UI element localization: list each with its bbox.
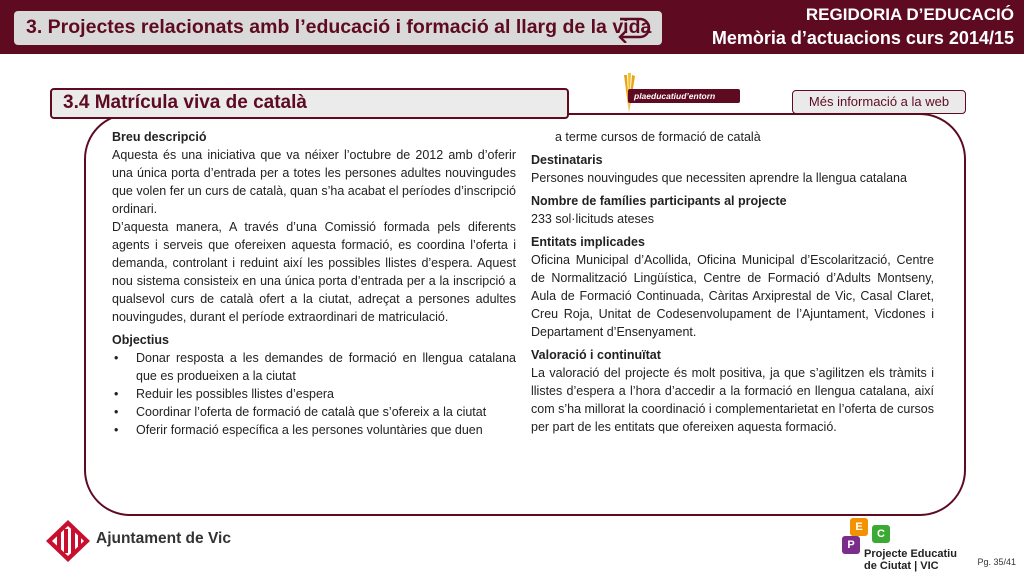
recipients-text: Persones nouvingudes que necessiten aprendre la llengua catalana — [531, 171, 907, 185]
objective-item: • Coordinar l’oferta de formació de català que s’ofereix a la ciutat — [112, 403, 516, 421]
evaluation-text: La valoració del projecte és molt positiva, ja que s’agilitzen els tràmits i llistes d’espera a l’hora d’accedir a la formació en llengua catalana, així com s’ha millorat la coordinació i complementarietat en l’oferta de cursos per part de les entitats que ofereixen aquesta formació. — [531, 366, 934, 434]
header-bar — [0, 0, 1024, 54]
objective-item: • Oferir formació específica a les persones voluntàries que duen — [112, 421, 516, 439]
pec-logo — [838, 516, 968, 572]
org-department: REGIDORIA D’EDUCACIÓ — [805, 5, 1014, 24]
families-text: 233 sol·licituds ateses — [531, 212, 654, 226]
objective-item: • Reduir les possibles llistes d’espera — [112, 385, 516, 403]
objectives-heading: Objectius — [112, 333, 169, 347]
pec-letter-e: E — [850, 518, 868, 536]
description-paragraph-1: Aquesta és una iniciativa que va néixer l’octubre de 2012 amb d’oferir una única porta d’entrada per a totes les persones adultes nouvingudes que volen fer un curs de català, quan s’ha acabat el períodes d’inscripció ordinari. — [112, 148, 516, 216]
logo-text: plaeducatiud’entorn — [628, 89, 740, 103]
more-info-link[interactable]: Més informació a la web — [792, 90, 966, 114]
title-pill — [14, 11, 662, 45]
objective-continuation: a terme cursos de formació de català — [555, 130, 761, 144]
description-heading: Breu descripció — [112, 130, 207, 144]
pec-letter-p: P — [842, 536, 860, 554]
pec-letter-c: C — [872, 525, 890, 543]
right-column — [531, 128, 934, 436]
org-report: Memòria d’actuacions curs 2014/15 — [711, 28, 1014, 48]
entities-heading: Entitats implicades — [531, 235, 645, 249]
entities-text: Oficina Municipal d’Acollida, Oficina Municipal d’Escolarització, Centre de Normalització Lingüística, Centre de Formació d’Adults Montseny, Aula de Formació Continuada, Càritas Arxiprestal de Vic, Casal Claret, Creu Roja, Unitat de Codesenvolupament de l’Ajuntament, Vicdones i Departament d’Ensenyament. — [531, 253, 934, 339]
objectives-list — [112, 349, 516, 439]
back-arrow-icon[interactable] — [610, 13, 656, 43]
pec-line-2: de Ciutat | VIC — [864, 560, 939, 572]
pec-line-1: Projecte Educatiu — [864, 548, 957, 560]
ajuntament-vic-logo — [44, 519, 92, 563]
objective-item: • Donar resposta a les demandes de formació en llengua catalana que es produeixen a la ciutat — [112, 349, 516, 385]
page-number: Pg. 35/41 — [977, 557, 1016, 567]
families-heading: Nombre de famílies participants al projecte — [531, 194, 787, 208]
recipients-heading: Destinataris — [531, 153, 603, 167]
left-column — [112, 128, 516, 439]
pla-educatiu-logo — [614, 73, 730, 119]
evaluation-heading: Valoració i continuïtat — [531, 348, 661, 362]
section-title: 3.4 Matrícula viva de català — [63, 92, 307, 113]
header-org — [712, 4, 1014, 50]
section-tab — [50, 88, 569, 119]
page-title: 3. Projectes relacionats amb l’educació i formació al llarg de la vida — [26, 16, 652, 38]
description-paragraph-2: D’aquesta manera, A través d’una Comissió formada pels diferents agents i serveis que ofereixen aquesta formació, es coordina l’oferta i demanda, controlant i reduint així les possibles llistes d’espera. Aquest nou sistema consisteix en una única porta d’entrada per a la inscripció a qualsevol curs de català ofert a la ciutat, adreçat a persones adultes nouvingudes, durant el període extraordinari de matriculació. — [112, 220, 516, 324]
ajuntament-name: Ajuntament de Vic — [96, 530, 231, 547]
